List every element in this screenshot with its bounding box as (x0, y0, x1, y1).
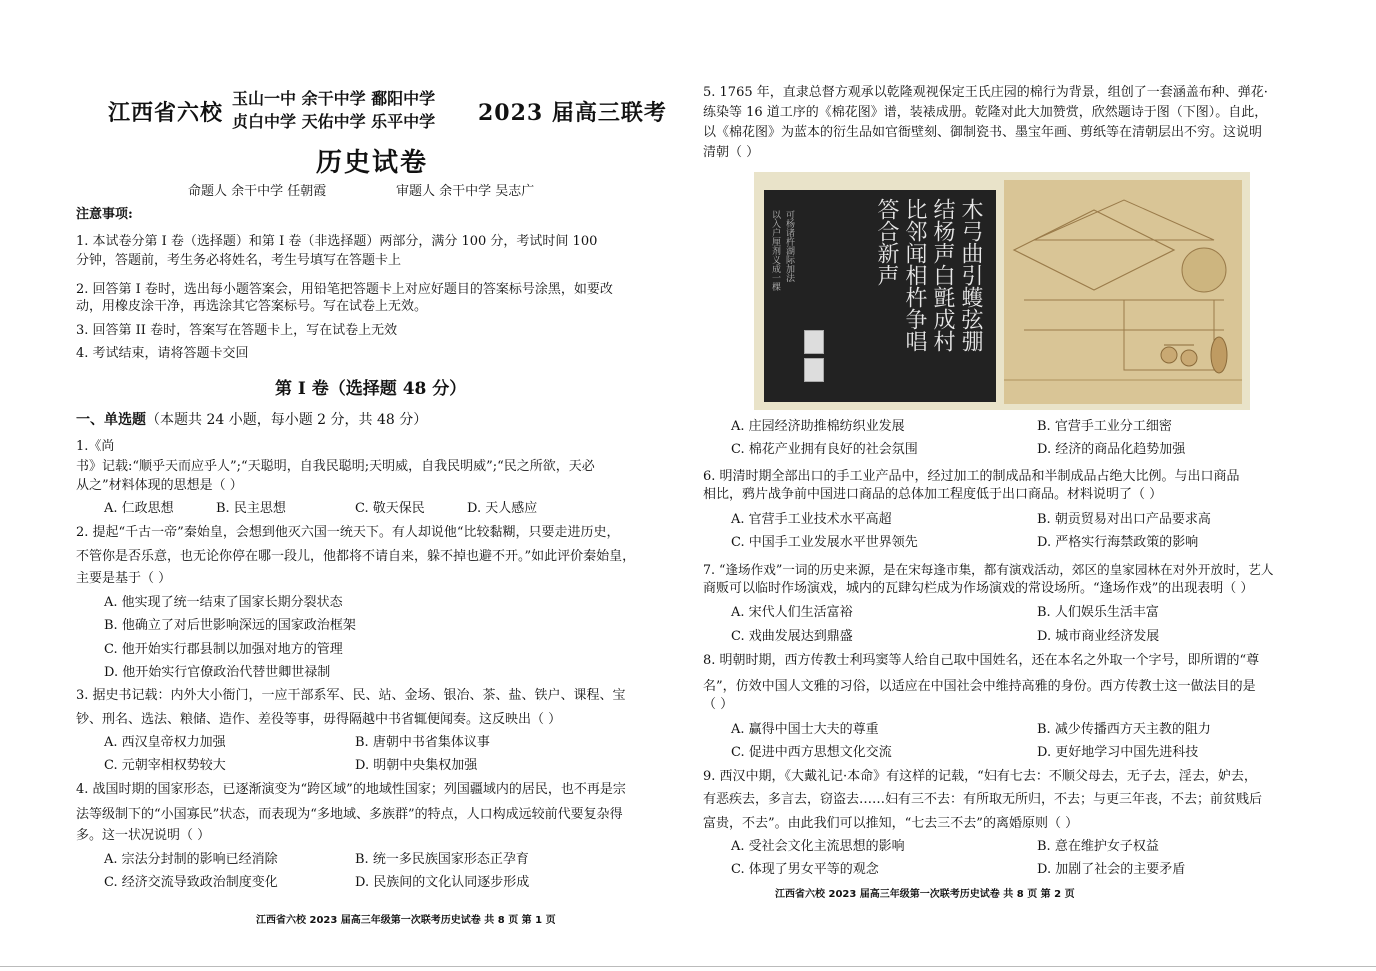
question-2-line: 不管你是否乐意，也无论你停在哪一段儿，他都将不请自来，躲不掉也避不开。”如此评价秦始皇， (76, 549, 636, 564)
header-province: 江西省六校 (108, 100, 224, 126)
question-7-line: 商贩可以临时作场演戏，城内的瓦肆勾栏成为作场演戏的常设场所。“逢场作戏”的出现表明（ ） (703, 581, 1254, 596)
option: B. 减少传播西方天主教的阻力 (1037, 722, 1211, 737)
question-9-line: 9. 西汉中期，《大戴礼记·本命》有这样的记载，“妇有七去：不顺父母去，无子去，淫去，妒去， (703, 769, 1257, 784)
calligraphy-small-col: 以入户厘剂义成一棵 (770, 210, 780, 291)
question-2-line: 2. 提起“千古一帝”秦始皇，会想到他灭六国一统天下。有人却说他“比较黏糊，只要走进历史， (76, 525, 620, 540)
notice-line: 3. 回答第 II 卷时，答案写在答题卡上，写在试卷上无效 (76, 323, 398, 338)
header-schools-row2: 贞白中学 天佑中学 乐平中学 (232, 112, 436, 131)
question-4-line: 法等级制下的“小国寡民”状态，而表现为“多地域、多族群”的特点，人口构成远较前代要复杂得 (76, 807, 623, 822)
option: A. 赢得中国士大夫的尊重 (731, 722, 879, 737)
option: B. 官营手工业分工细密 (1037, 419, 1172, 434)
notice-line: 1. 本试卷分第 I 卷（选择题）和第 I 卷（非选择题）两部分，满分 100 分，考试时间 100 (76, 234, 598, 249)
notice-title: 注意事项: (76, 207, 133, 222)
cotton-chart-figure (754, 172, 1250, 410)
question-3-line: 钞、刑名、选法、粮储、造作、差役等事，毋得隔越中书省辄便闻奏。这反映出（ ） (76, 712, 562, 727)
option: C. 中国手工业发展水平世界领先 (731, 535, 918, 550)
option: B. 他确立了对后世影响深远的国家政治框架 (104, 618, 356, 633)
option: B. 朝贡贸易对出口产品要求高 (1037, 512, 1211, 527)
question-1-line: 从之”材料体现的思想是（ ） (76, 478, 243, 493)
option: D. 经济的商品化趋势加强 (1037, 442, 1186, 457)
calligraphy-panel (764, 190, 996, 402)
footer-left: 江西省六校 2023 届高三年级第一次联考历史试卷 共 8 页 第 1 页 (256, 915, 556, 926)
notice-line: 4. 考试结束，请将答题卡交回 (76, 346, 249, 361)
option: B. 意在维护女子权益 (1037, 839, 1159, 854)
question-6-line: 相比，鸦片战争前中国进口商品的总体加工程度低于出口商品。材料说明了（ ） (703, 487, 1163, 502)
option: D. 天人感应 (467, 501, 538, 516)
seal-stamp (804, 330, 824, 354)
question-5-line: 5. 1765 年，直隶总督方观承以乾隆观视保定王氏庄园的棉行为背景，组创了一套涵盖布种、弹花· (703, 85, 1268, 100)
option: A. 西汉皇帝权力加强 (104, 735, 226, 750)
option: B. 唐朝中书省集体议事 (355, 735, 490, 750)
header-exam: 2023 届高三联考 (478, 100, 667, 126)
header-schools-row1: 玉山一中 余干中学 鄱阳中学 (232, 89, 436, 108)
painting-illustration (1004, 180, 1242, 404)
option: B. 人们娱乐生活丰富 (1037, 605, 1159, 620)
question-8-line: 名”，仿效中国人文雅的习俗，以适应在中国社会中维持高雅的身份。西方传教士这一做法目的是 (703, 679, 1256, 694)
poem-column: 木弓曲引蠖弦弸 (958, 198, 983, 352)
option: B. 民主思想 (216, 501, 286, 516)
option: C. 敬天保民 (355, 501, 425, 516)
option: C. 促进中西方思想文化交流 (731, 745, 892, 760)
section-subtitle-bold: 一、单选题 (76, 412, 146, 428)
option: A. 庄园经济助推棉纺织业发展 (731, 419, 905, 434)
option: D. 他开始实行官僚政治代替世卿世禄制 (104, 665, 331, 680)
section-title: 第 I 卷（选择题 48 分） (275, 379, 467, 399)
option: C. 他开始实行郡县制以加强对地方的管理 (104, 642, 343, 657)
question-1-line: 1.《尚 (76, 439, 115, 454)
option: D. 城市商业经济发展 (1037, 629, 1160, 644)
question-9-line: 富贵，不去”。由此我们可以推知，“七去三不去”的离婚原则（ ） (703, 816, 1079, 831)
seal-stamp (804, 358, 824, 382)
setter: 命题人 余干中学 任朝霞 (188, 184, 327, 199)
poem-column: 结杨声白氈成村 (930, 198, 955, 352)
notice-line: 分钟，答题前，考生务必将姓名，考生号填写在答题卡上 (76, 253, 402, 268)
option: C. 戏曲发展达到鼎盛 (731, 629, 853, 644)
question-3-line: 3. 据史书记载：内外大小衙门，一应干部系军、民、站、金场、银冶、茶、盐、铁户、课程、宝 (76, 688, 626, 703)
option: C. 经济交流导致政治制度变化 (104, 875, 278, 890)
option: D. 民族间的文化认同逐步形成 (355, 875, 530, 890)
question-1-line: 书》记载:“顺乎天而应乎人”;“天聪明，自我民聪明;天明威，自我民明威”;“民之所欲，天必 (76, 459, 595, 474)
question-8-line: 8. 明朝时期，西方传教士利玛窦等人给自己取中国姓名，还在本名之外取一个字号，即所谓的“尊 (703, 653, 1260, 668)
reviewer: 审题人 余干中学 吴志广 (396, 184, 535, 199)
question-5-line: 以《棉花图》为蓝本的衍生品如官衙壁刻、御制瓷书、墨宝年画、剪纸等在清朝层出不穷。这说明 (703, 125, 1263, 140)
option: D. 明朝中央集权加强 (355, 758, 478, 773)
question-9-line: 有恶疾去，多言去，窃盗去……妇有三不去：有所取无所归，不去；与更三年丧，不去；前贫贱后 (703, 792, 1263, 807)
option: A. 官营手工业技术水平高超 (731, 512, 892, 527)
option: A. 他实现了统一结束了国家长期分裂状态 (104, 595, 343, 610)
option: D. 加剧了社会的主要矛盾 (1037, 862, 1186, 877)
question-5-line: 清朝（ ） (703, 145, 760, 160)
bottom-divider (0, 966, 1376, 967)
question-4-line: 多。这一状况说明（ ） (76, 828, 211, 843)
poem-column: 答合新声 (874, 198, 899, 286)
option: C. 棉花产业拥有良好的社会氛围 (731, 442, 918, 457)
question-7-line: 7. “逢场作戏”一词的历史来源，是在宋每逢市集，都有演戏活动，郊区的皇家园林在对外开放时，艺人 (703, 562, 1274, 577)
painting-scene (1004, 180, 1242, 404)
footer-right: 江西省六校 2023 届高三年级第一次联考历史试卷 共 8 页 第 2 页 (775, 889, 1075, 900)
section-subtitle-rest: （本题共 24 小题，每小题 2 分，共 48 分） (146, 412, 428, 428)
question-8-line: （ ） (703, 697, 734, 712)
section-subtitle (76, 411, 427, 429)
question-4-line: 4. 战国时期的国家形态，已逐渐演变为“跨区域”的地域性国家；列国疆域内的居民，也不再是宗 (76, 782, 626, 797)
question-6-line: 6. 明清时期全部出口的手工业产品中，经过加工的制成品和半制成品占绝大比例。与出口商品 (703, 469, 1240, 484)
option: A. 宗法分封制的影响已经消除 (104, 852, 278, 867)
option: C. 元朝宰相权势较大 (104, 758, 226, 773)
question-5-line: 练染等 16 道工序的《棉花图》谱，装裱成册。乾隆对此大加赞赏，欣然题诗于图（下图）。自此， (703, 105, 1268, 120)
option: B. 统一多民族国家形态正孕育 (355, 852, 529, 867)
poem-column: 比邻闻相杵争唱 (902, 198, 927, 352)
question-2-line: 主要是基于（ ） (76, 571, 172, 586)
option: A. 宋代人们生活富裕 (731, 605, 853, 620)
option: D. 严格实行海禁政策的影响 (1037, 535, 1199, 550)
option: A. 仁政思想 (104, 501, 174, 516)
option: A. 受社会文化主流思想的影响 (731, 839, 905, 854)
option: C. 体现了男女平等的观念 (731, 862, 879, 877)
notice-line: 动，用橡皮涂干净，再选涂其它答案标号。写在试卷上无效。 (76, 299, 428, 314)
notice-line: 2. 回答第 I 卷时，选出每小题答案会，用铅笔把答题卡上对应好题目的答案标号涂黑，如要改 (76, 282, 613, 297)
page-title: 历史试卷 (316, 148, 429, 178)
calligraphy-small-col: 可杨诸杵湖际加法 (784, 210, 794, 282)
option: D. 更好地学习中国先进科技 (1037, 745, 1199, 760)
